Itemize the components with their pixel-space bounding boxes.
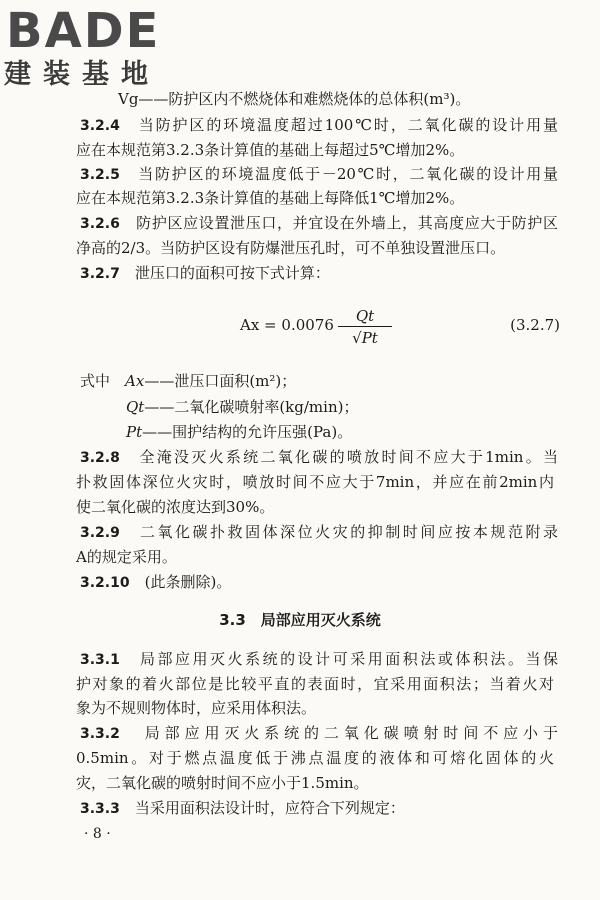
clause-text: (此条删除)。 [144, 573, 232, 591]
formula-fraction [338, 306, 392, 349]
clause-number: 3.3.1 [80, 652, 120, 668]
clause-3-2-9-line-1 [80, 521, 558, 544]
clause-text: 局部应用灭火系统的二氧化碳喷射时间不应小于 [144, 724, 558, 742]
volume-definition: Vg——防护区内不燃烧体和难燃烧体的总体积(m³)。 [118, 90, 471, 108]
clause-text: 当防护区的环境温度超过100℃时，二氧化碳的设计用量 [138, 116, 558, 134]
definition-qt [126, 396, 358, 418]
clause-text: 当防护区的环境温度低于－20℃时，二氧化碳的设计用量 [138, 165, 558, 183]
definition-qt-text: ——二氧化碳喷射率(kg/min)； [144, 398, 359, 416]
page-number: · 8 · [84, 826, 111, 842]
clause-number: 3.2.8 [80, 450, 120, 466]
clause-3-2-8-line-1 [80, 446, 558, 469]
logo-wordmark: BADE [6, 3, 161, 59]
clause-3-2-10-line-1 [80, 571, 558, 594]
clause-3-2-5-line-1 [80, 163, 558, 186]
clause-3-3-2-line-1 [80, 722, 558, 745]
formula-numerator: Qt [355, 307, 375, 325]
clause-3-3-1-line-3: 象为不规则物体时，应采用体积法。 [76, 699, 317, 717]
formula-3-2-7 [240, 300, 560, 354]
clause-number: 3.2.7 [80, 266, 120, 282]
definition-ax-text: ——泄压口面积(m²)； [144, 372, 297, 390]
clause-3-2-6-line-2: 净高的2/3。当防护区设有防爆泄压孔时，可不单独设置泄压口。 [76, 239, 506, 257]
logo-subtitle: 建装基地 [4, 59, 160, 90]
formula-lhs: Ax = 0.0076 [240, 316, 334, 334]
symbol-qt: Qt [126, 398, 145, 416]
clause-3-2-8-line-3: 使二氧化碳的浓度达到30%。 [76, 498, 275, 516]
definition-intro: 式中 [80, 372, 111, 390]
clause-3-2-4-line-1 [80, 114, 558, 137]
clause-number: 3.2.9 [80, 525, 120, 541]
symbol-pt: Pt [126, 423, 143, 441]
clause-number: 3.3.2 [80, 726, 120, 742]
formula-denominator: √Pt [352, 329, 378, 347]
clause-number: 3.2.4 [80, 118, 120, 134]
clause-text: 二氧化碳扑救固体深位火灾的抑制时间应按本规范附录 [139, 523, 558, 541]
clause-3-2-7-line-1 [80, 262, 558, 285]
section-heading-3-3: 3.3 局部应用灭火系统 [219, 611, 381, 629]
clause-3-2-6-line-1 [80, 212, 558, 235]
clause-3-3-1-line-2: 护对象的着火部位是比较平直的表面时，宜采用面积法；当着火对 [76, 675, 554, 693]
definition-pt [126, 421, 352, 443]
clause-text: 全淹没灭火系统二氧化碳的喷放时间不应大于1min。当 [139, 448, 558, 466]
clause-text: 泄压口的面积可按下式计算： [134, 264, 330, 282]
clause-text: 防护区应设置泄压口，并宜设在外墙上，其高度应大于防护区 [136, 214, 558, 232]
clause-3-2-8-line-2: 扑救固体深位火灾时，喷放时间不应大于7min，并应在前2min内 [76, 473, 554, 491]
clause-3-3-1-line-1 [80, 648, 558, 671]
clause-number: 3.2.10 [80, 575, 130, 591]
clause-text: 当采用面积法设计时，应符合下列规定： [134, 799, 405, 817]
formula-number: (3.2.7) [510, 316, 560, 334]
clause-3-3-3-line-1 [80, 797, 558, 820]
clause-text: 局部应用灭火系统的设计可采用面积法或体积法。当保 [139, 650, 558, 668]
definition-pt-text: ——围护结构的允许压强(Pa)。 [142, 423, 353, 441]
symbol-ax: Ax [125, 372, 145, 390]
clause-3-2-9-line-2: A的规定采用。 [76, 548, 177, 566]
clause-3-2-5-line-2: 应在本规范第3.2.3条计算值的基础上每降低1℃增加2%。 [76, 189, 465, 207]
clause-3-3-2-line-2: 0.5min。对于燃点温度低于沸点温度的液体和可熔化固体的火 [76, 749, 554, 767]
clause-number: 3.2.6 [80, 216, 120, 232]
clause-number: 3.3.3 [80, 801, 120, 817]
clause-number: 3.2.5 [80, 167, 120, 183]
clause-3-2-4-line-2: 应在本规范第3.2.3条计算值的基础上每超过5℃增加2%。 [76, 141, 465, 159]
definition-ax [80, 370, 296, 392]
clause-3-3-2-line-3: 灾，二氧化碳的喷射时间不应小于1.5min。 [76, 774, 369, 792]
